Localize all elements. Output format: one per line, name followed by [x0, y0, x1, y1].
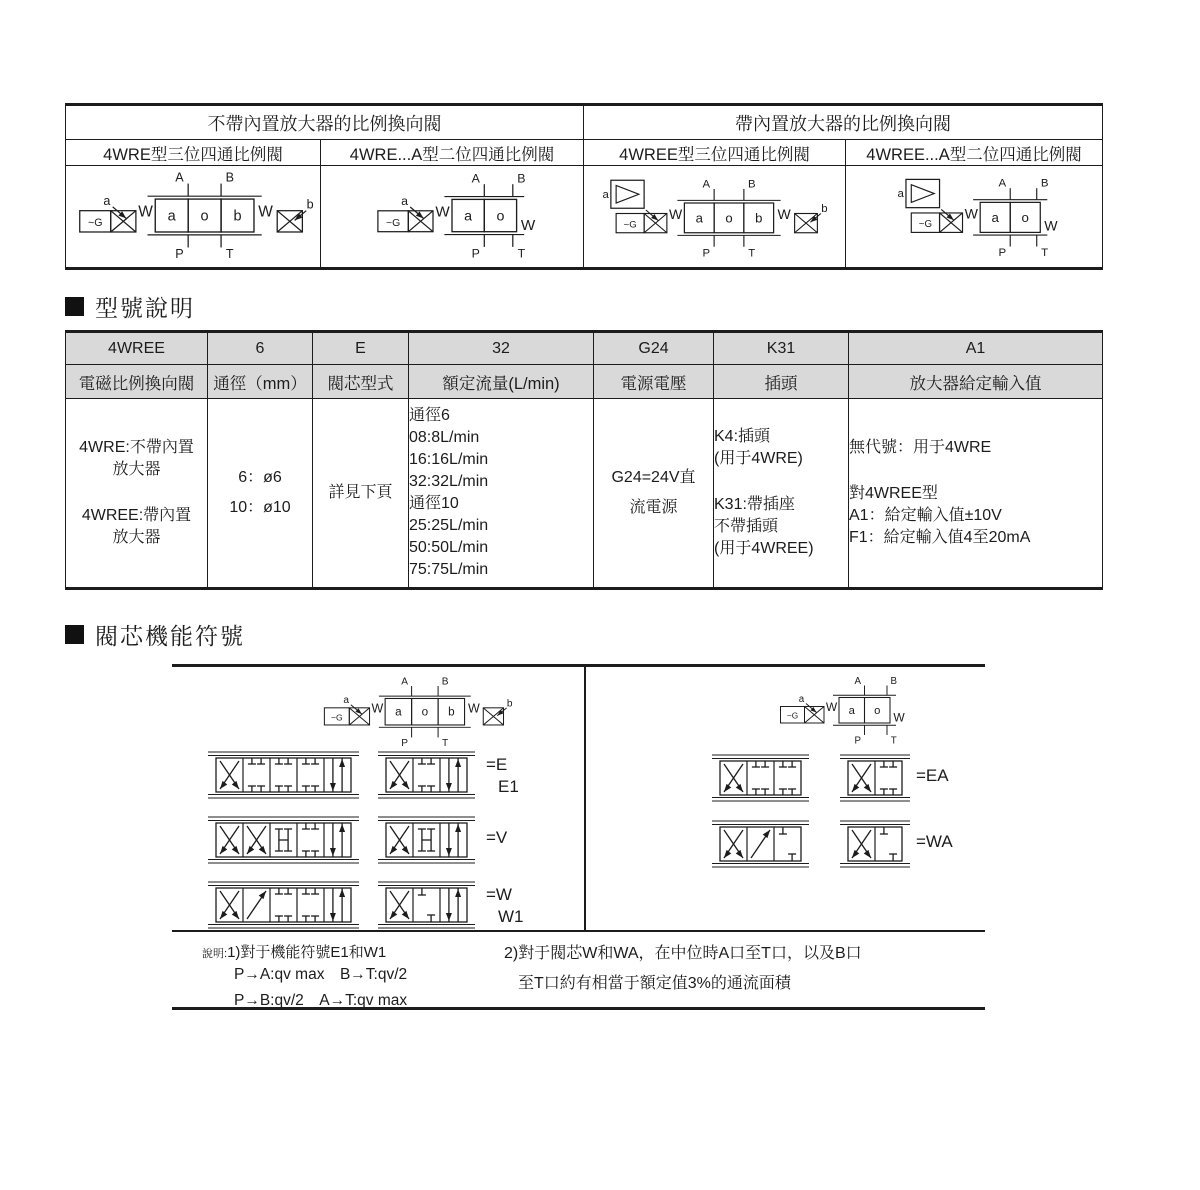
table-row	[66, 166, 1103, 269]
flow-line: 通徑6	[409, 407, 450, 424]
spool-symbol-long-icon	[208, 876, 359, 934]
svg-text:B: B	[225, 170, 234, 185]
spool-code: =W	[486, 885, 512, 904]
header-amp-input: 放大器給定輸入值	[849, 365, 1103, 399]
section-heading-model-code	[65, 290, 195, 323]
cell-amp-input	[849, 399, 1103, 589]
flow-line: 16:16L/min	[409, 451, 489, 468]
spool-code: =WA	[916, 832, 953, 851]
svg-text:o: o	[421, 705, 429, 719]
svg-text:P: P	[701, 246, 710, 259]
valve-schematic-4wree-icon	[600, 168, 830, 266]
svg-text:A: A	[401, 676, 408, 688]
svg-text:A: A	[701, 177, 710, 190]
header-voltage: 電源電壓	[594, 365, 714, 399]
header-valve: 電磁比例換向閥	[66, 365, 208, 399]
note-1	[202, 941, 407, 1014]
column-header-4wree-a: 4WREE...A型二位四通比例閥	[846, 140, 1103, 166]
spool-label	[916, 831, 953, 853]
plug-line: K31:帶插座	[714, 496, 795, 513]
code-spool: E	[313, 332, 409, 365]
spool-type-text: 詳見下頁	[328, 484, 393, 501]
section-marker-square-icon	[65, 297, 84, 316]
section-title: 閥芯機能符號	[95, 623, 245, 649]
spool-row-e	[208, 746, 578, 804]
spacer	[66, 481, 207, 505]
flow-line: 25:25L/min	[409, 517, 489, 534]
svg-text:a: a	[695, 209, 703, 225]
cell-plug	[714, 399, 849, 589]
svg-text:T: T	[225, 247, 234, 262]
svg-text:W: W	[964, 205, 979, 222]
svg-text:a: a	[848, 705, 855, 717]
amp-input-line: A1：給定輸入值±10V	[849, 507, 1002, 524]
svg-text:a: a	[103, 193, 111, 208]
svg-text:b: b	[233, 208, 242, 225]
note-prefix: 說明:	[202, 948, 228, 960]
valve-schematic-2pos-icon	[764, 672, 914, 750]
svg-text:~G: ~G	[87, 217, 103, 230]
svg-text:a: a	[798, 694, 805, 705]
plug-line: K4:插頭	[714, 428, 771, 445]
svg-text:~G: ~G	[331, 712, 343, 723]
table-row	[66, 140, 1103, 166]
valve-type-line: 放大器	[112, 461, 161, 478]
svg-text:W: W	[1044, 217, 1058, 234]
svg-text:P: P	[175, 247, 184, 262]
spool-row-w	[208, 876, 578, 934]
valve-type-line: 4WRE:不帶內置	[79, 439, 194, 456]
note-title: 1)對于機能符號E1和W1	[227, 944, 387, 961]
svg-text:A: A	[175, 170, 184, 185]
spool-symbol-short-icon	[378, 746, 475, 804]
header-row	[66, 365, 1103, 399]
plug-line: (用于4WRE)	[714, 450, 803, 467]
spool-symbol-short-icon	[840, 749, 910, 807]
spool-symbol-long-icon	[712, 815, 809, 873]
spool-symbol-section	[172, 664, 985, 1010]
code-row	[66, 332, 1103, 365]
svg-text:B: B	[1040, 177, 1049, 190]
spool-symbol-long-icon	[208, 811, 359, 869]
code-amp-input: A1	[849, 332, 1103, 365]
spool-row-v	[208, 811, 578, 869]
svg-text:b: b	[754, 209, 762, 225]
flow-line: 75:75L/min	[409, 561, 489, 578]
svg-text:A: A	[471, 171, 480, 186]
voltage-line: G24=24V直	[611, 469, 696, 486]
svg-text:B: B	[517, 171, 526, 186]
svg-text:W: W	[520, 216, 536, 234]
svg-text:T: T	[517, 246, 526, 261]
svg-text:a: a	[167, 208, 176, 225]
spool-label	[916, 765, 949, 787]
group-header-without-amplifier: 不帶內置放大器的比例換向閥	[66, 105, 584, 140]
svg-text:a: a	[991, 209, 999, 225]
spool-code: =EA	[916, 766, 949, 785]
svg-text:a: a	[601, 188, 609, 201]
svg-text:W: W	[138, 203, 153, 221]
cell-voltage	[594, 399, 714, 589]
code-plug: K31	[714, 332, 849, 365]
svg-text:~G: ~G	[385, 218, 401, 229]
spool-label	[486, 754, 519, 798]
svg-text:W: W	[825, 700, 838, 714]
svg-text:T: T	[442, 737, 449, 749]
header-flow: 額定流量(L/min)	[409, 365, 594, 399]
header-size: 通徑（mm）	[208, 365, 313, 399]
svg-text:o: o	[724, 209, 733, 225]
spool-symbol-short-icon	[378, 876, 475, 934]
valve-type-table-grid	[65, 103, 1103, 270]
table-row	[66, 105, 1103, 140]
size-line: 10：ø10	[229, 499, 291, 516]
svg-text:~G: ~G	[786, 711, 799, 721]
svg-text:W: W	[893, 710, 905, 725]
group-header-with-amplifier: 帶內置放大器的比例換向閥	[584, 105, 1103, 140]
svg-text:o: o	[496, 208, 505, 225]
header-plug: 插頭	[714, 365, 849, 399]
svg-text:a: a	[401, 194, 408, 209]
valve-type-line: 4WREE:帶內置	[81, 507, 192, 524]
svg-text:B: B	[890, 676, 898, 687]
size-line: 6：ø6	[238, 469, 282, 486]
svg-text:a: a	[343, 695, 349, 707]
svg-text:A: A	[998, 177, 1007, 190]
spool-symbol-long-icon	[208, 746, 359, 804]
svg-text:a: a	[464, 208, 473, 225]
spool-code: W1	[498, 907, 524, 926]
spool-symbol-short-icon	[378, 811, 475, 869]
svg-text:W: W	[777, 205, 791, 222]
svg-text:W: W	[258, 203, 273, 221]
svg-text:A: A	[854, 676, 862, 687]
model-code-table	[65, 330, 1103, 590]
svg-text:o: o	[874, 705, 881, 717]
svg-text:b: b	[448, 705, 455, 719]
spool-symbol-short-icon	[840, 815, 910, 873]
flow-line: 08:8L/min	[409, 429, 480, 446]
spool-label	[486, 827, 507, 849]
spool-row-wa	[712, 815, 982, 873]
svg-text:b: b	[306, 197, 314, 212]
section-title: 型號說明	[95, 295, 195, 321]
svg-text:a: a	[897, 188, 904, 201]
valve-schematic-4wre-a-icon	[357, 167, 547, 266]
column-header-4wre: 4WRE型三位四通比例閥	[66, 140, 321, 166]
svg-text:W: W	[371, 701, 384, 716]
body-row	[66, 399, 1103, 589]
cell-size	[208, 399, 313, 589]
header-spool: 閥芯型式	[313, 365, 409, 399]
code-flow: 32	[409, 332, 594, 365]
svg-text:~G: ~G	[623, 219, 637, 230]
section-marker-square-icon	[65, 625, 84, 644]
note-line: 2)對于閥芯W和WA，在中位時A口至T口，以及B口	[504, 945, 862, 962]
spacer	[849, 459, 1102, 483]
voltage-line: 流電源	[629, 499, 678, 516]
model-code-table-grid	[65, 330, 1103, 590]
plug-line: (用于4WREE)	[714, 540, 814, 557]
note-2	[504, 939, 862, 999]
svg-text:o: o	[200, 208, 209, 225]
svg-text:W: W	[668, 205, 682, 222]
svg-text:P: P	[998, 247, 1007, 260]
vertical-divider	[584, 667, 586, 930]
note-formula: P→A:qv max B→T:qv/2	[234, 966, 408, 983]
svg-text:B: B	[441, 676, 449, 688]
flow-line: 50:50L/min	[409, 539, 489, 556]
svg-text:T: T	[890, 735, 897, 747]
cell-flow	[409, 399, 594, 589]
column-header-4wree: 4WREE型三位四通比例閥	[584, 140, 846, 166]
svg-text:b: b	[820, 202, 828, 215]
valve-schematic-4wree-a-icon	[883, 167, 1065, 266]
spool-symbol-long-icon	[712, 749, 809, 807]
svg-text:~G: ~G	[918, 219, 933, 231]
flow-line: 通徑10	[409, 495, 459, 512]
column-header-4wre-a: 4WRE...A型二位四通比例閥	[321, 140, 584, 166]
spool-code: =V	[486, 828, 508, 847]
svg-text:o: o	[1021, 209, 1029, 225]
svg-text:T: T	[747, 246, 755, 259]
spacer	[714, 470, 848, 494]
note-1-title	[202, 941, 407, 962]
svg-text:P: P	[401, 737, 408, 749]
valve-type-table	[65, 103, 1103, 270]
spool-row-ea	[712, 749, 982, 807]
flow-line: 32:32L/min	[409, 473, 489, 490]
amp-input-line: 無代號：用于4WRE	[849, 439, 992, 456]
svg-text:b: b	[506, 698, 513, 710]
svg-text:W: W	[468, 701, 480, 716]
note-formula: P→B:qv/2 A→T:qv max	[234, 992, 408, 1009]
svg-text:P: P	[854, 735, 862, 747]
cell-valve-type	[66, 399, 208, 589]
amp-input-line: 對4WREE型	[849, 485, 938, 502]
svg-text:W: W	[435, 203, 450, 221]
valve-type-line: 放大器	[112, 529, 161, 546]
valve-schematic-3pos-icon	[318, 672, 513, 753]
cell-spool-type	[313, 399, 409, 589]
code-4wree: 4WREE	[66, 332, 208, 365]
svg-text:P: P	[471, 246, 480, 261]
note-line: 至T口約有相當于額定值3%的通流面積	[518, 975, 791, 992]
svg-text:B: B	[747, 177, 756, 190]
plug-line: 不帶插頭	[714, 518, 779, 535]
code-voltage: G24	[594, 332, 714, 365]
spool-code: =E	[486, 755, 508, 774]
code-size: 6	[208, 332, 313, 365]
spool-label	[486, 884, 524, 928]
valve-schematic-4wre-icon	[72, 166, 314, 267]
svg-text:T: T	[1041, 247, 1049, 260]
svg-text:a: a	[395, 705, 402, 719]
amp-input-line: F1：給定輸入值4至20mA	[849, 529, 1031, 546]
section-heading-spool-symbols	[65, 618, 245, 651]
spool-code: E1	[498, 777, 519, 796]
